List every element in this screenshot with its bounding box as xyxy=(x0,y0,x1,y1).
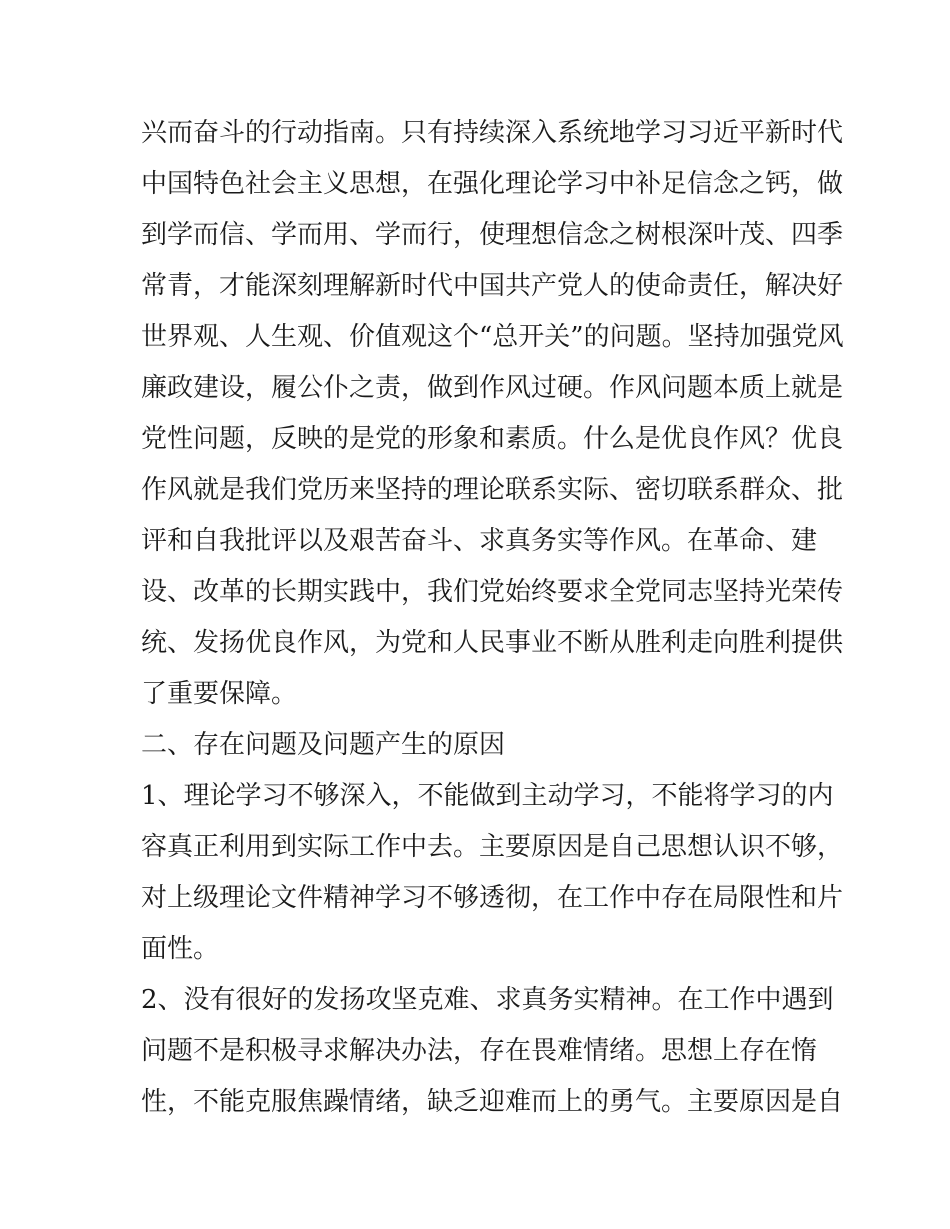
text-line: 评和自我批评以及艰苦奋斗、求真务实等作风。在革命、建 xyxy=(141,526,818,556)
text-line: 兴而奋斗的行动指南。只有持续深入系统地学习习近平新时代 xyxy=(141,118,844,148)
text-line: 1、理论学习不够深入，不能做到主动学习，不能将学习的内 xyxy=(141,781,834,811)
text-line: 设、改革的长期实践中，我们党始终要求全党同志坚持光荣传 xyxy=(141,577,844,607)
text-line: 中国特色社会主义思想，在强化理论学习中补足信念之钙，做 xyxy=(141,169,844,199)
text-line: 性，不能克服焦躁情绪，缺乏迎难而上的勇气。主要原因是自 xyxy=(141,1087,844,1117)
text-line: 问题不是积极寻求解决办法，存在畏难情绪。思想上存在惰 xyxy=(141,1036,818,1066)
section-heading: 二、存在问题及问题产生的原因 xyxy=(141,730,506,760)
text-line: 统、发扬优良作风，为党和人民事业不断从胜利走向胜利提供 xyxy=(141,628,844,658)
text-line: 2、没有很好的发扬攻坚克难、求真务实精神。在工作中遇到 xyxy=(141,985,834,1015)
text-line: 到学而信、学而用、学而行，使理想信念之树根深叶茂、四季 xyxy=(141,220,844,250)
text-line: 对上级理论文件精神学习不够透彻，在工作中存在局限性和片 xyxy=(141,883,844,913)
text-line: 了重要保障。 xyxy=(141,679,298,709)
document-body xyxy=(141,108,844,1128)
text-line: 党性问题，反映的是党的形象和素质。什么是优良作风？优良 xyxy=(141,424,844,454)
text-line: 作风就是我们党历来坚持的理论联系实际、密切联系群众、批 xyxy=(141,475,844,505)
text-line: 常青，才能深刻理解新时代中国共产党人的使命责任，解决好 xyxy=(141,271,844,301)
text-line: 世界观、人生观、价值观这个“总开关”的问题。坚持加强党风 xyxy=(141,322,844,352)
text-line: 面性。 xyxy=(141,934,220,964)
text-line: 廉政建设，履公仆之责，做到作风过硬。作风问题本质上就是 xyxy=(141,373,844,403)
text-line: 容真正利用到实际工作中去。主要原因是自己思想认识不够， xyxy=(141,832,844,862)
